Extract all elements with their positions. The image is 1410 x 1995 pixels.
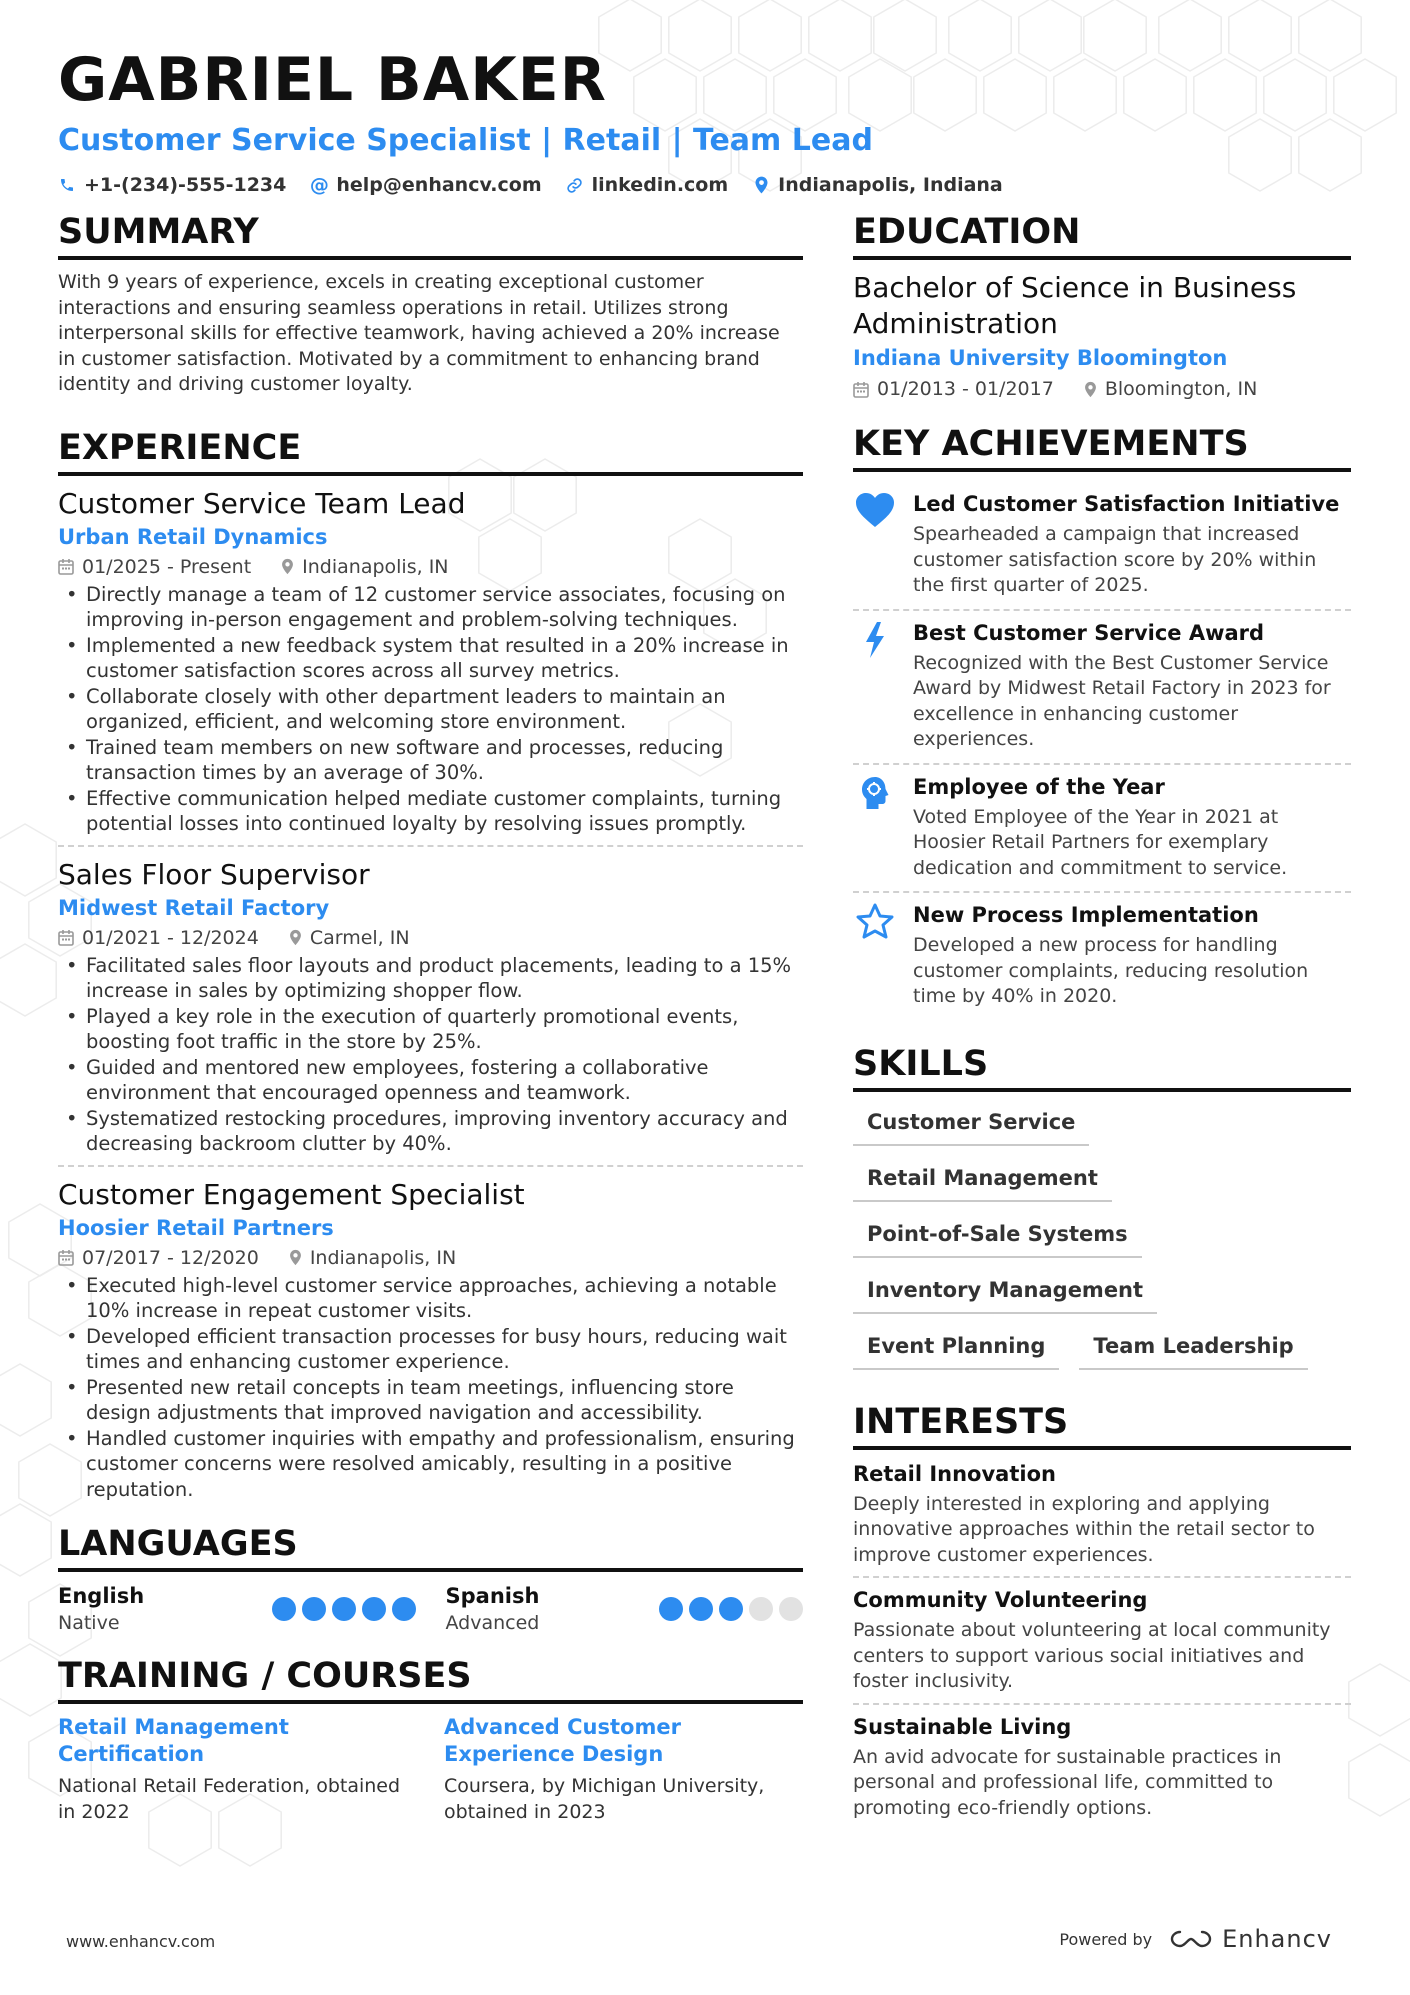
summary-heading: SUMMARY bbox=[58, 210, 803, 260]
job-bullet: • Played a key role in the execution of quarterly promotional events, boosting foot traffic in the store by 25%. bbox=[58, 1004, 803, 1055]
candidate-name: GABRIEL BAKER bbox=[58, 45, 607, 115]
interests-list bbox=[853, 1460, 1351, 1830]
job-location bbox=[289, 1247, 456, 1269]
course-item bbox=[444, 1714, 802, 1825]
training-section bbox=[58, 1654, 803, 1825]
experience-item bbox=[58, 486, 803, 847]
location-pin-icon bbox=[281, 558, 294, 575]
star-icon bbox=[853, 901, 897, 1010]
contact-phone[interactable] bbox=[58, 174, 286, 196]
location-pin-icon bbox=[289, 1249, 302, 1266]
education-location bbox=[1084, 378, 1257, 400]
education-dates bbox=[853, 378, 1054, 400]
job-dates-text: 07/2017 - 12/2020 bbox=[82, 1246, 259, 1269]
achievement-desc: Voted Employee of the Year in 2021 at Hoosier Retail Partners for exemplary dedication and commitment to service. bbox=[913, 805, 1288, 879]
job-location bbox=[289, 927, 410, 949]
language-text bbox=[446, 1582, 540, 1636]
calendar-icon bbox=[58, 929, 74, 946]
rating-dot bbox=[332, 1597, 356, 1621]
language-item bbox=[58, 1582, 416, 1636]
hexagon-shape bbox=[0, 1364, 51, 1436]
job-bullet: • Facilitated sales floor layouts and product placements, leading to a 15% increase in sales by optimizing shopper flow. bbox=[58, 953, 803, 1004]
rating-dot bbox=[719, 1597, 743, 1621]
job-dates bbox=[58, 1247, 259, 1269]
linkedin-text: linkedin.com bbox=[591, 174, 729, 196]
head-icon bbox=[853, 773, 897, 882]
lightning-icon bbox=[853, 619, 897, 753]
skills-heading: SKILLS bbox=[853, 1042, 1351, 1092]
hexagon-shape bbox=[1349, 1744, 1410, 1816]
phone-text: +1-(234)-555-1234 bbox=[84, 174, 287, 196]
interest-item bbox=[853, 1586, 1351, 1705]
achievement-text bbox=[913, 773, 1351, 882]
achievement-desc: Recognized with the Best Customer Service Award by Midwest Retail Factory in 2023 for excellence in enhancing customer experiences. bbox=[913, 651, 1331, 750]
interest-title: Retail Innovation bbox=[853, 1461, 1056, 1486]
job-bullet: • Collaborate closely with other department leaders to maintain an organized, efficient, and welcoming store environment. bbox=[58, 684, 803, 735]
job-company: Hoosier Retail Partners bbox=[58, 1215, 334, 1240]
achievements-section bbox=[853, 422, 1351, 1020]
courses-list bbox=[58, 1714, 803, 1825]
achievements-list bbox=[853, 482, 1351, 1020]
language-level: Native bbox=[58, 1612, 120, 1634]
job-bullets bbox=[58, 1273, 803, 1503]
education-degree: Bachelor of Science in Business Administration bbox=[853, 271, 1297, 340]
email-text: help@enhancv.com bbox=[336, 174, 542, 196]
job-bullet: • Trained team members on new software and processes, reducing transaction times by an average of 30%. bbox=[58, 735, 803, 786]
job-location-text: Indianapolis, IN bbox=[302, 555, 449, 578]
contact-location bbox=[752, 174, 1003, 196]
achievements-heading: KEY ACHIEVEMENTS bbox=[853, 422, 1351, 472]
job-bullet: • Implemented a new feedback system that resulted in a 20% increase in customer satisfaction scores across all survey metrics. bbox=[58, 633, 803, 684]
course-title: Advanced Customer Experience Design bbox=[444, 1715, 681, 1766]
achievement-desc: Spearheaded a campaign that increased customer satisfaction score by 20% within the first quarter of 2025. bbox=[913, 523, 1317, 596]
interest-title: Community Volunteering bbox=[853, 1588, 1148, 1612]
job-location-text: Indianapolis, IN bbox=[309, 1246, 457, 1269]
achievement-title: Employee of the Year bbox=[913, 774, 1165, 799]
job-bullet: • Directly manage a team of 12 customer service associates, focusing on improving in-person engagement and problem-solving techniques. bbox=[58, 582, 803, 633]
interest-desc: An avid advocate for sustainable practices in personal and professional life, committed to promoting eco-friendly options. bbox=[853, 1745, 1282, 1819]
rating-dot bbox=[302, 1597, 326, 1621]
powered-by-text: Powered by bbox=[1059, 1929, 1153, 1949]
experience-heading: EXPERIENCE bbox=[58, 426, 803, 476]
hexagon-shape bbox=[0, 944, 56, 1016]
education-dates-text: 01/2013 - 01/2017 bbox=[877, 378, 1054, 400]
infinity-logo-icon bbox=[1168, 1928, 1214, 1950]
skill-tag: Point-of-Sale Systems bbox=[853, 1214, 1142, 1258]
language-name: Spanish bbox=[445, 1584, 540, 1608]
candidate-title: Customer Service Specialist | Retail | Team Lead bbox=[58, 123, 873, 158]
job-bullets bbox=[58, 953, 803, 1157]
rating-dot bbox=[392, 1597, 416, 1621]
job-location bbox=[281, 556, 448, 578]
location-text: Indianapolis, Indiana bbox=[778, 174, 1003, 196]
experience-item bbox=[58, 1177, 803, 1511]
location-pin-icon bbox=[289, 929, 302, 946]
calendar-icon bbox=[58, 558, 74, 575]
job-location-text: Carmel, IN bbox=[309, 926, 410, 949]
rating-dot bbox=[659, 1597, 683, 1621]
rating-dot bbox=[362, 1597, 386, 1621]
interests-section bbox=[853, 1400, 1351, 1830]
job-bullet: • Developed efficient transaction processes for busy hours, reducing wait times and enhancing customer experience. bbox=[58, 1324, 803, 1375]
heart-icon bbox=[853, 490, 897, 599]
job-bullet: • Handled customer inquiries with empathy and professionalism, ensuring customer concerns were resolved amicably, resulting in a positive reputation. bbox=[58, 1426, 803, 1503]
achievement-title: Best Customer Service Award bbox=[913, 620, 1265, 645]
achievement-desc: Developed a new process for handling customer complaints, reducing resolution time by 40% in 2020. bbox=[913, 934, 1309, 1007]
languages-heading: LANGUAGES bbox=[58, 1522, 803, 1572]
brand-logo[interactable] bbox=[1168, 1925, 1332, 1953]
education-school: Indiana University Bloomington bbox=[853, 346, 1228, 370]
job-dates-text: 01/2025 - Present bbox=[82, 555, 252, 578]
contact-row bbox=[58, 174, 1348, 196]
job-dates bbox=[58, 556, 251, 578]
language-rating bbox=[659, 1597, 803, 1621]
right-column bbox=[853, 210, 1351, 1837]
course-title: Retail Management Certification bbox=[58, 1715, 289, 1766]
education-location-text: Bloomington, IN bbox=[1104, 378, 1258, 400]
brand-name: Enhancv bbox=[1222, 1925, 1332, 1953]
interest-desc: Deeply interested in exploring and applying innovative approaches within the retail sector to improve customer experiences. bbox=[853, 1492, 1315, 1566]
skill-tag: Team Leadership bbox=[1079, 1326, 1307, 1370]
job-bullets bbox=[58, 582, 803, 837]
rating-dot bbox=[689, 1597, 713, 1621]
job-bullet: • Systematized restocking procedures, improving inventory accuracy and decreasing backroom clutter by 40%. bbox=[58, 1106, 803, 1157]
job-meta bbox=[58, 1247, 803, 1269]
location-pin-icon bbox=[1084, 381, 1097, 398]
experience-list bbox=[58, 486, 803, 1511]
training-heading: TRAINING / COURSES bbox=[58, 1654, 803, 1704]
course-item bbox=[58, 1714, 416, 1825]
course-desc: Coursera, by Michigan University, obtained in 2023 bbox=[444, 1775, 765, 1823]
rating-dot bbox=[272, 1597, 296, 1621]
languages-list bbox=[58, 1582, 803, 1636]
link-icon bbox=[566, 176, 584, 194]
job-company: Midwest Retail Factory bbox=[58, 895, 330, 920]
education-heading: EDUCATION bbox=[853, 210, 1351, 260]
education-section bbox=[853, 210, 1351, 400]
skills-section bbox=[853, 1042, 1351, 1370]
language-rating bbox=[272, 1597, 416, 1621]
skill-tag: Customer Service bbox=[853, 1102, 1089, 1146]
achievement-text bbox=[913, 619, 1351, 753]
job-meta bbox=[58, 556, 803, 578]
experience-section bbox=[58, 426, 803, 1511]
course-desc: National Retail Federation, obtained in 2022 bbox=[58, 1775, 401, 1823]
hexagon-shape bbox=[0, 824, 56, 896]
job-bullet: • Guided and mentored new employees, fostering a collaborative environment that encouraged openness and teamwork. bbox=[58, 1055, 803, 1106]
language-item bbox=[446, 1582, 804, 1636]
language-text bbox=[58, 1582, 144, 1636]
language-name: English bbox=[58, 1584, 145, 1608]
at-icon: @ bbox=[309, 174, 329, 196]
achievement-title: Led Customer Satisfaction Initiative bbox=[913, 492, 1340, 516]
languages-section bbox=[58, 1522, 803, 1636]
calendar-icon bbox=[58, 1249, 74, 1266]
job-role: Customer Service Team Lead bbox=[58, 486, 466, 520]
experience-item bbox=[58, 857, 803, 1167]
interest-item bbox=[853, 1460, 1351, 1579]
rating-dot bbox=[749, 1597, 773, 1621]
job-bullet: • Presented new retail concepts in team meetings, influencing store design adjustments that improved navigation and accessibility. bbox=[58, 1375, 803, 1426]
contact-email[interactable] bbox=[310, 174, 541, 196]
contact-linkedin[interactable] bbox=[566, 174, 729, 196]
job-bullet: • Executed high-level customer service approaches, achieving a notable 10% increase in repeat customer visits. bbox=[58, 1273, 803, 1324]
achievement-text bbox=[913, 490, 1351, 599]
rating-dot bbox=[779, 1597, 803, 1621]
achievement-item bbox=[853, 611, 1351, 765]
education-meta bbox=[853, 378, 1351, 400]
job-dates bbox=[58, 927, 259, 949]
language-level: Advanced bbox=[445, 1612, 540, 1634]
calendar-icon bbox=[853, 381, 869, 398]
skill-tag: Event Planning bbox=[853, 1326, 1059, 1370]
location-pin-icon bbox=[752, 176, 770, 194]
summary-section bbox=[58, 210, 803, 398]
interest-title: Sustainable Living bbox=[853, 1714, 1072, 1739]
achievement-text bbox=[913, 901, 1351, 1010]
achievement-item bbox=[853, 765, 1351, 894]
skill-tag: Inventory Management bbox=[853, 1270, 1157, 1314]
achievement-item bbox=[853, 482, 1351, 611]
achievement-title: New Process Implementation bbox=[913, 903, 1259, 927]
skill-tag: Retail Management bbox=[853, 1158, 1112, 1202]
hexagon-shape bbox=[0, 1504, 51, 1576]
interest-item bbox=[853, 1713, 1351, 1830]
interests-heading: INTERESTS bbox=[853, 1400, 1351, 1450]
interest-desc: Passionate about volunteering at local community centers to support various social initiatives and foster inclusivity. bbox=[853, 1619, 1331, 1692]
hexagon-shape bbox=[1349, 1664, 1410, 1736]
footer-branding bbox=[1059, 1925, 1332, 1953]
job-meta bbox=[58, 927, 803, 949]
header bbox=[58, 40, 1348, 196]
footer-website[interactable]: www.enhancv.com bbox=[66, 1932, 216, 1951]
job-role: Sales Floor Supervisor bbox=[58, 857, 370, 891]
skills-list bbox=[853, 1102, 1351, 1370]
left-column bbox=[58, 210, 803, 1825]
summary-text: With 9 years of experience, excels in creating exceptional customer interactions and ensuring seamless operations in retail. Utilizes strong interpersonal skills for effective teamwork, having achieved a 20% increase in customer satisfaction. Motivated by a commitment to enhancing brand identity and driving customer loyalty. bbox=[58, 271, 780, 395]
job-bullet: • Effective communication helped mediate customer complaints, turning potential losses into continued loyalty by resolving issues promptly. bbox=[58, 786, 803, 837]
job-company: Urban Retail Dynamics bbox=[58, 524, 328, 549]
achievement-item bbox=[853, 893, 1351, 1020]
phone-icon bbox=[58, 176, 76, 194]
hexagon-shape bbox=[0, 1644, 61, 1716]
job-dates-text: 01/2021 - 12/2024 bbox=[82, 926, 259, 949]
job-role: Customer Engagement Specialist bbox=[58, 1177, 525, 1211]
